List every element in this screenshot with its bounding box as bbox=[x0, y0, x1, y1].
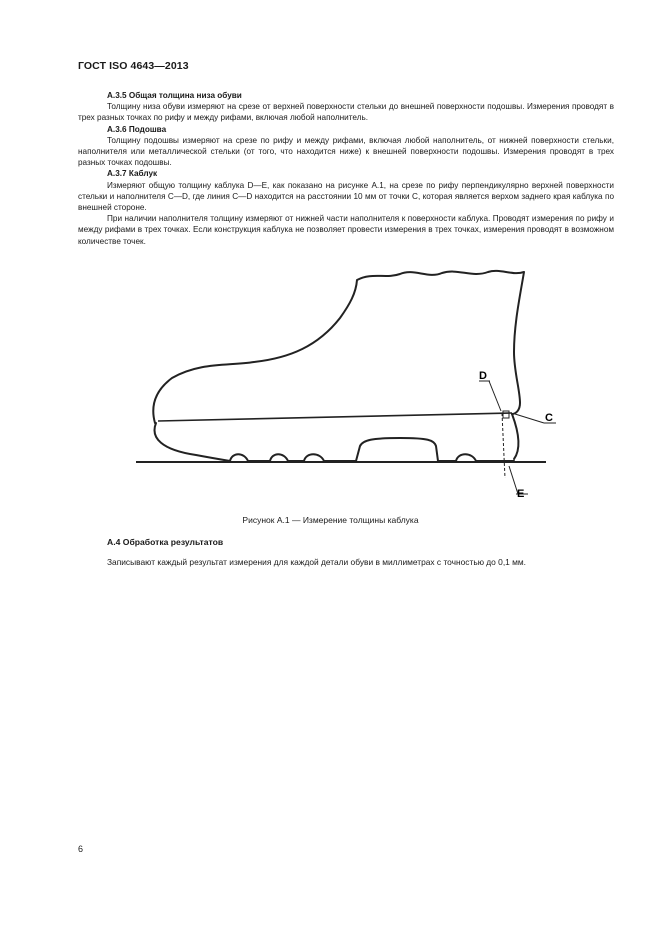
insole-line bbox=[158, 413, 512, 421]
section-a36-text: Толщину подошвы измеряют на срезе по рифу и между рифами, включая любой наполнитель, от нижней поверхности стельки, наполнителя или металлической стельки (от того, что находится ниже) к внешней поверхности подошвы. Измерения проводят в трех разных точках подошвы. bbox=[78, 135, 614, 168]
section-a4-text: Записывают каждый результат измерения для каждой детали обуви в миллиметрах с точностью до 0,1 мм. bbox=[107, 557, 526, 567]
section-a37-text-2: При наличии наполнителя толщину измеряют от нижней части наполнителя к поверхности каблука. Проводят измерения по рифу и между рифами в трех точках. Если конструкция каблука не позволяет провести измерения в трех точках, измерения проводят в возможном количестве точек. bbox=[78, 214, 614, 246]
label-c: C bbox=[545, 412, 553, 424]
section-a35-heading: А.3.5 Общая толщина низа обуви bbox=[107, 91, 242, 100]
sole-outline bbox=[155, 423, 514, 461]
point-c-marker bbox=[503, 411, 509, 418]
boot-section-figure bbox=[0, 262, 661, 512]
leader-c bbox=[515, 414, 544, 423]
label-e: E bbox=[517, 488, 525, 500]
figure-caption: Рисунок А.1 — Измерение толщины каблука bbox=[242, 515, 419, 525]
boot-upper-outline bbox=[153, 271, 524, 423]
section-a35 bbox=[78, 90, 614, 247]
leader-d bbox=[489, 381, 501, 411]
section-a35-text: Толщину низа обуви измеряют на срезе от верхней поверхности стельки до внешней поверхности подошвы. Измерения проводят в трех разных точках по рифу и между рифами, включая любой наполнитель. bbox=[78, 102, 614, 123]
label-d: D bbox=[479, 370, 487, 382]
section-a37-text-1: Измеряют общую толщину каблука D—E, как показано на рисунке А.1, на срезе по рифу перпендикулярно верхней поверхности стельки и наполнителя C—D, где линия C—D находится на расстоянии 10 мм от точки C, которая является верхом заднего края каблука по внешней стороне. bbox=[78, 180, 614, 213]
page-number: 6 bbox=[78, 844, 84, 854]
section-a4-heading: А.4 Обработка результатов bbox=[107, 537, 224, 547]
document-header: ГОСТ ISO 4643—2013 bbox=[78, 60, 189, 72]
measure-line-d-e bbox=[502, 413, 505, 478]
section-a37-heading: А.3.7 Каблук bbox=[107, 169, 158, 179]
section-a36-heading: А.3.6 Подошва bbox=[107, 124, 167, 134]
heel-back-outline bbox=[512, 414, 518, 459]
